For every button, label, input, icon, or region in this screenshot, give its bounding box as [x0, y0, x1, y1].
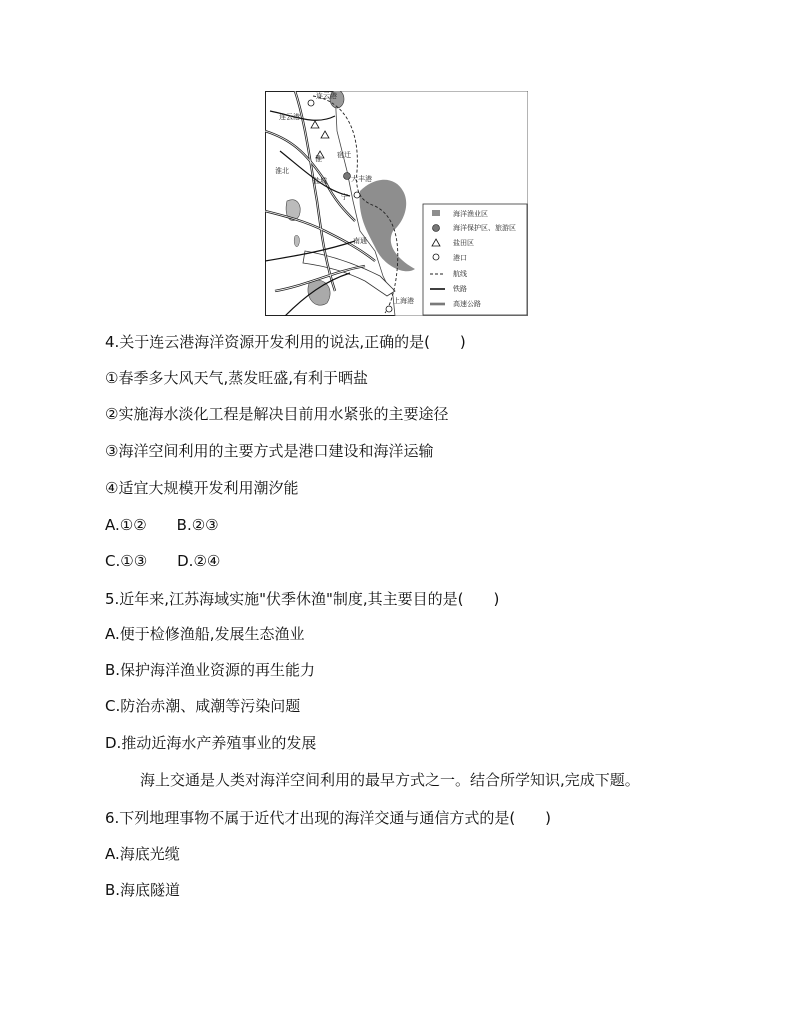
q4-stem: 4.关于连云港海洋资源开发利用的说法,正确的是( ) — [105, 333, 466, 351]
label-huaibei: 淮北 — [275, 167, 289, 175]
legend-label-1: 海洋保护区、旅游区 — [453, 224, 516, 232]
q5-option-c: C.防治赤潮、咸潮等污染问题 — [105, 697, 301, 715]
q4-item-2: ②实施海水淡化工程是解决目前用水紧张的主要途径 — [105, 405, 449, 423]
label-shanghai-port: 上海港 — [393, 297, 414, 305]
legend-protection-icon — [433, 225, 440, 232]
legend-label-5: 铁路 — [453, 285, 467, 293]
label-dafeng-port: 大丰港 — [351, 175, 372, 183]
label-suqian: 宿迁 — [337, 151, 351, 159]
q5-option-b: B.保护海洋渔业资源的再生能力 — [105, 661, 316, 679]
legend-port-icon — [433, 254, 439, 260]
legend-label-0: 海洋渔业区 — [453, 210, 488, 218]
q4-options-row2: C.①③ D.②④ — [105, 552, 221, 570]
q4-options-row1: A.①② B.②③ — [105, 516, 219, 534]
q4-item-4: ④适宜大规模开发利用潮汐能 — [105, 479, 299, 497]
q6-intro: 海上交通是人类对海洋空间利用的最早方式之一。结合所学知识,完成下题。 — [140, 771, 640, 789]
label-ning: 宁 — [341, 193, 348, 201]
lake-gaoyou — [294, 235, 299, 246]
q5-option-d: D.推动近海水产养殖事业的发展 — [105, 734, 317, 752]
label-lianyungang-port: 连云港 — [316, 92, 337, 100]
q4-item-1: ①春季多大风天气,蒸发旺盛,有利于晒盐 — [105, 369, 368, 387]
legend-label-3: 港口 — [453, 254, 467, 262]
q6-option-b: B.海底隧道 — [105, 881, 181, 899]
q5-option-a: A.便于检修渔船,发展生态渔业 — [105, 625, 305, 643]
q6-stem: 6.下列地理事物不属于近代才出现的海洋交通与通信方式的是( ) — [105, 809, 552, 827]
protection-marker — [344, 173, 351, 180]
label-nantong: 南通 — [353, 237, 367, 245]
q6-option-a: A.海底光缆 — [105, 845, 180, 863]
legend-fishery-icon — [432, 210, 440, 216]
jiangsu-coast-map — [265, 91, 528, 316]
label-huaian: 淮 — [315, 155, 322, 163]
legend-label-2: 盐田区 — [453, 239, 474, 247]
legend-label-4: 航线 — [453, 270, 467, 278]
map-legend — [423, 204, 527, 315]
label-lianyungang-city: 连云港 — [279, 113, 300, 121]
label-yancheng: 盐城 — [313, 177, 327, 185]
q4-item-3: ③海洋空间利用的主要方式是港口建设和海洋运输 — [105, 442, 434, 460]
legend-label-6: 高速公路 — [453, 300, 481, 308]
q5-stem: 5.近年来,江苏海域实施"伏季休渔"制度,其主要目的是( ) — [105, 590, 500, 608]
